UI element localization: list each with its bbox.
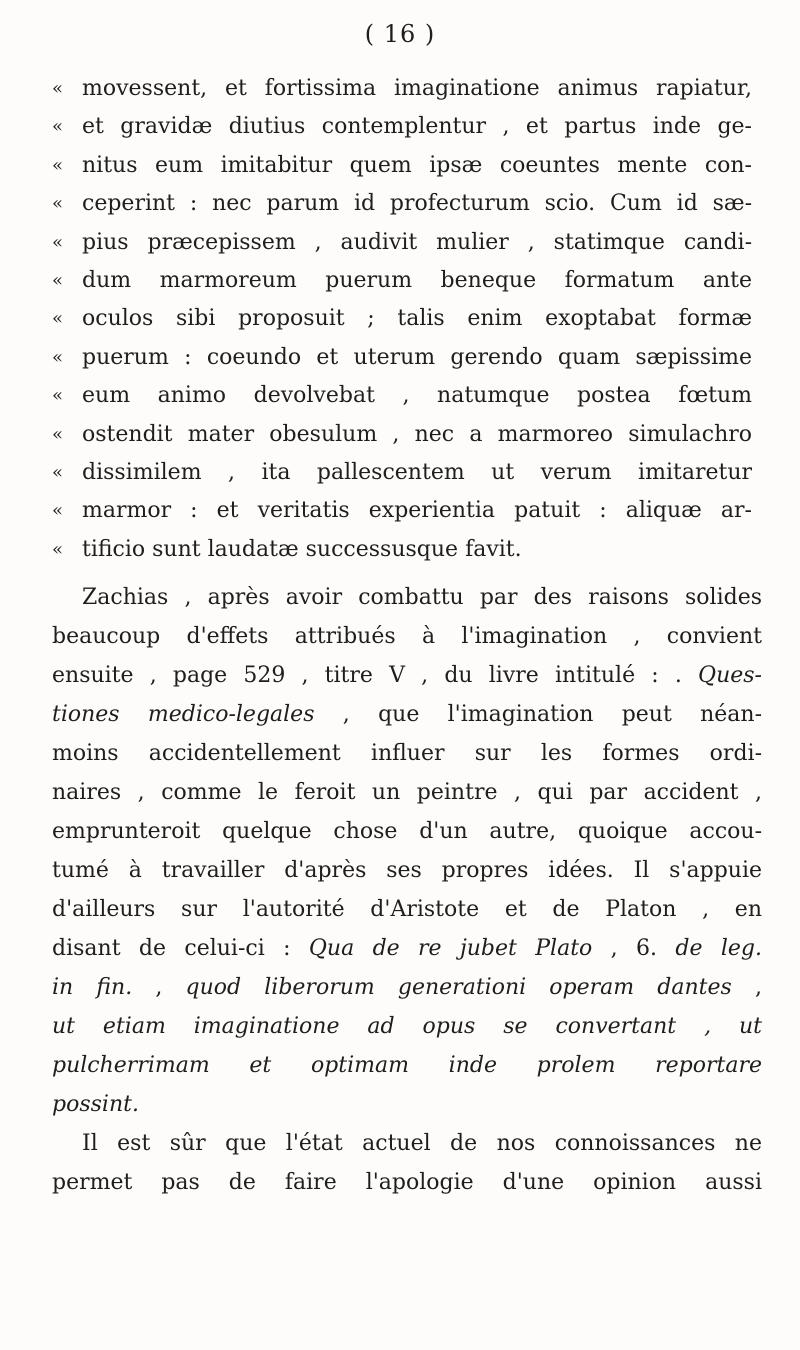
text-line-italic: ut etiam imaginatione ad opus se convertant , ut	[52, 1014, 762, 1039]
quote-line	[52, 185, 752, 223]
quote-line-text-last: tificio sunt laudatæ successusque favit.	[82, 536, 522, 562]
text-line: d'ailleurs sur l'autorité d'Aristote et de Platon , en	[52, 897, 762, 922]
quote-line	[52, 416, 752, 454]
paragraph-zachias	[52, 578, 762, 1124]
text-span: , 6.	[592, 936, 676, 961]
quote-mark: «	[52, 231, 64, 253]
text-span: disant de celui-ci :	[52, 936, 309, 961]
text-line: tumé à travailler d'après ses propres idées. Il s'appuie	[52, 858, 762, 883]
latin-citation-italic: in fin.	[52, 975, 133, 1000]
text-line	[52, 656, 762, 695]
quote-mark: «	[52, 500, 64, 522]
quote-line-text: dissimilem , ita pallescentem ut verum imitaretur	[82, 459, 752, 485]
text-line: beaucoup d'effets attribués à l'imagination , convient	[52, 624, 762, 649]
text-line	[52, 695, 762, 734]
quote-line-text: puerum : coeundo et uterum gerendo quam sæpissime	[82, 344, 752, 370]
quote-line	[52, 531, 752, 569]
text-line: naires , comme le feroit un peintre , qui par accident ,	[52, 780, 762, 805]
latin-quotation	[52, 70, 752, 569]
quote-line	[52, 492, 752, 530]
quote-line-text: ostendit mater obesulum , nec a marmoreo simulachro	[82, 421, 752, 447]
quote-line	[52, 262, 752, 300]
quote-mark: «	[52, 423, 64, 445]
text-span: ensuite , page 529 , titre V , du livre intitulé : .	[52, 663, 699, 688]
quote-line	[52, 339, 752, 377]
quote-mark: «	[52, 269, 64, 291]
text-line: emprunteroit quelque chose d'un autre, quoique accou-	[52, 819, 762, 844]
book-title-italic: tiones medico-legales	[52, 702, 315, 727]
quote-line	[52, 147, 752, 185]
quote-line-text: marmor : et veritatis experientia patuit : aliquæ ar-	[82, 498, 752, 524]
latin-citation-italic: quod liberorum generationi operam dantes	[185, 975, 732, 1000]
quote-line	[52, 70, 752, 108]
quote-line	[52, 300, 752, 338]
text-span: , que l'imagination peut néan-	[314, 702, 762, 727]
quote-line-text: movessent, et fortissima imaginatione animus rapiatur,	[82, 76, 752, 101]
quote-line-text: ceperint : nec parum id profecturum scio. Cum id sæ-	[82, 191, 752, 217]
quote-mark: «	[52, 193, 64, 215]
quote-line-text: pius præcepissem , audivit mulier , statimque candi-	[82, 229, 752, 255]
text-line-italic: pulcherrimam et optimam inde prolem reportare	[52, 1053, 762, 1078]
quote-mark: «	[52, 78, 64, 99]
quote-line	[52, 377, 752, 415]
text-line: moins accidentellement influer sur les formes ordi-	[52, 741, 762, 766]
quote-mark: «	[52, 154, 64, 176]
quote-line-text: dum marmoreum puerum beneque formatum ante	[82, 267, 752, 293]
text-line: Zachias , après avoir combattu par des raisons solides	[82, 585, 762, 610]
quote-mark: «	[52, 308, 64, 330]
text-span: ,	[132, 975, 186, 1000]
text-line-italic-last: possint.	[52, 1092, 139, 1117]
text-line	[52, 929, 762, 968]
quote-line-text: oculos sibi proposuit ; talis enim exoptabat formæ	[82, 306, 752, 332]
page-number: ( 16 )	[364, 20, 436, 48]
quote-line	[52, 454, 752, 492]
paragraph-opinion	[52, 1124, 762, 1202]
quote-mark: «	[52, 346, 64, 368]
latin-citation-italic: Qua de re jubet Plato	[308, 936, 593, 961]
book-title-italic: Ques-	[698, 663, 762, 688]
text-line	[52, 968, 762, 1007]
text-line: permet pas de faire l'apologie d'une opinion aussi	[52, 1170, 762, 1195]
text-line: Il est sûr que l'état actuel de nos connoissances ne	[82, 1131, 762, 1156]
quote-line-text: et gravidæ diutius contemplentur , et partus inde ge-	[82, 114, 752, 140]
latin-citation-italic: de leg.	[675, 936, 762, 961]
quote-line-text: eum animo devolvebat , natumque postea fœtum	[82, 383, 752, 409]
quote-line-text: nitus eum imitabitur quem ipsæ coeuntes mente con-	[82, 152, 752, 178]
quote-mark: «	[52, 385, 64, 407]
quote-mark: «	[52, 116, 64, 138]
quote-mark: «	[52, 538, 64, 560]
quote-line	[52, 108, 752, 146]
text-span: ,	[731, 975, 762, 1000]
quote-mark: «	[52, 461, 64, 483]
quote-line	[52, 224, 752, 262]
